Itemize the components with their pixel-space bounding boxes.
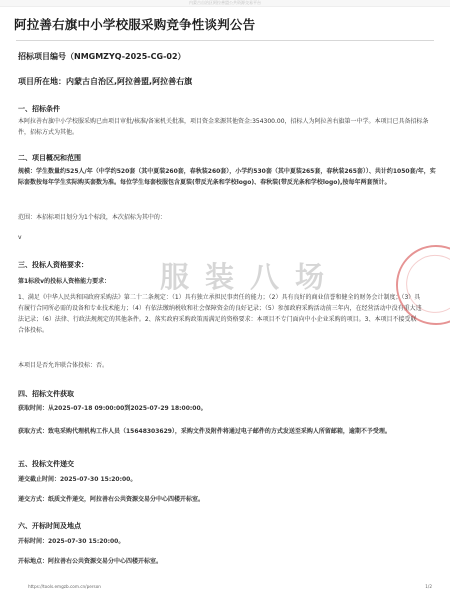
section-2-line-2: 范围：本招标项目划分为1个标段，本次招标为其中的： — [18, 214, 166, 221]
section-3-text: 1、满足《中华人民共和国政府采购法》第二十二条规定：（1）具有独立承担民事责任的能力；（2）具有良好的商业信誉和健全的财务会计制度；（3）具有履行合同所必需的设备和专业技术能力；（4）有依法缴纳税收和社会保障资金的良好记录；（5）参加政府采购活动前三年内，在经营活动中没有重大违法记录；（6）法律、行政法规规定的其他条件。2、落实政府采购政策需满足的资格要求：本项目不专门面向中小企业采购的项目。3、本项目不接受联合体投标。 — [18, 294, 422, 334]
section-1-heading: 一、招标条件 — [18, 105, 60, 113]
section-6-heading: 六、开标时间及地点 — [18, 522, 81, 530]
section-3-text-2: 本项目是否允许联合体投标：否。 — [18, 362, 109, 369]
official-seal-inner — [402, 251, 450, 317]
watermark: 服装八场 — [160, 260, 341, 294]
section-2-heading: 二、项目概况和范围 — [18, 154, 81, 162]
project-number: 招标项目编号（NMGMZYQ-2025-CG-02） — [18, 52, 186, 61]
section-4-heading: 四、招标文件获取 — [18, 390, 74, 398]
section-6-place: 开标地点：阿拉善右公共资源交易分中心四楼开标室。 — [18, 558, 163, 565]
top-header: 内蒙古自治区阿拉善盟公共资源交易平台 — [189, 0, 261, 5]
page-number: 1/2 — [425, 584, 432, 589]
section-5-method: 递交方式：纸质文件递交，阿拉善右公共资源交易分中心四楼开标室。 — [18, 496, 205, 503]
title-divider — [16, 40, 434, 41]
section-3-sub: 第1标段v的投标人资格能力要求： — [18, 278, 111, 285]
section-2-line-3: v — [18, 234, 22, 241]
section-4-time: 获取时间：从2025-07-18 09:00:00到2025-07-29 18:00:00。 — [18, 405, 207, 412]
section-4-method: 获取方式：致电采购代理机构工作人员（15648303629），采购文件及附件将通过电子邮件的方式发送至采购人所留邮箱，逾期不予受理。 — [18, 428, 391, 435]
footer-url[interactable]: https://tools.emgzb.com.cn/person — [28, 584, 101, 589]
section-6-time: 开标时间：2025-07-30 15:20:00。 — [18, 538, 125, 545]
section-5-heading: 五、投标文件递交 — [18, 460, 74, 468]
section-5-deadline: 递交截止时间：2025-07-30 15:20:00。 — [18, 476, 137, 483]
section-1-text: 本阿拉善右旗中小学校服采购已由项目审批/核准/备案机关批准，项目资金来源其他资金:354300.00，招标人为阿拉善右旗第一中学。本项目已具备招标条件，招标方式为其他。 — [18, 118, 429, 136]
section-2-line-1: 规模：学生数量约525人/年（中学约520套（其中夏装260套，春秋装260套），小学约530套（其中夏装265套，春秋装265套））、共计约1050套/年，实际套数按每年学生实际购买套数为准。每位学生每套校服包含夏装(带反光条和学校logo)、春秋装(带反光条和学校logo),按每年两套预计。 — [18, 168, 436, 186]
page-title: 阿拉善右旗中小学校服采购竞争性谈判公告 — [14, 17, 256, 32]
section-3-heading: 三、投标人资格要求： — [18, 261, 88, 269]
project-location: 项目所在地：内蒙古自治区,阿拉善盟,阿拉善右旗 — [18, 77, 193, 86]
